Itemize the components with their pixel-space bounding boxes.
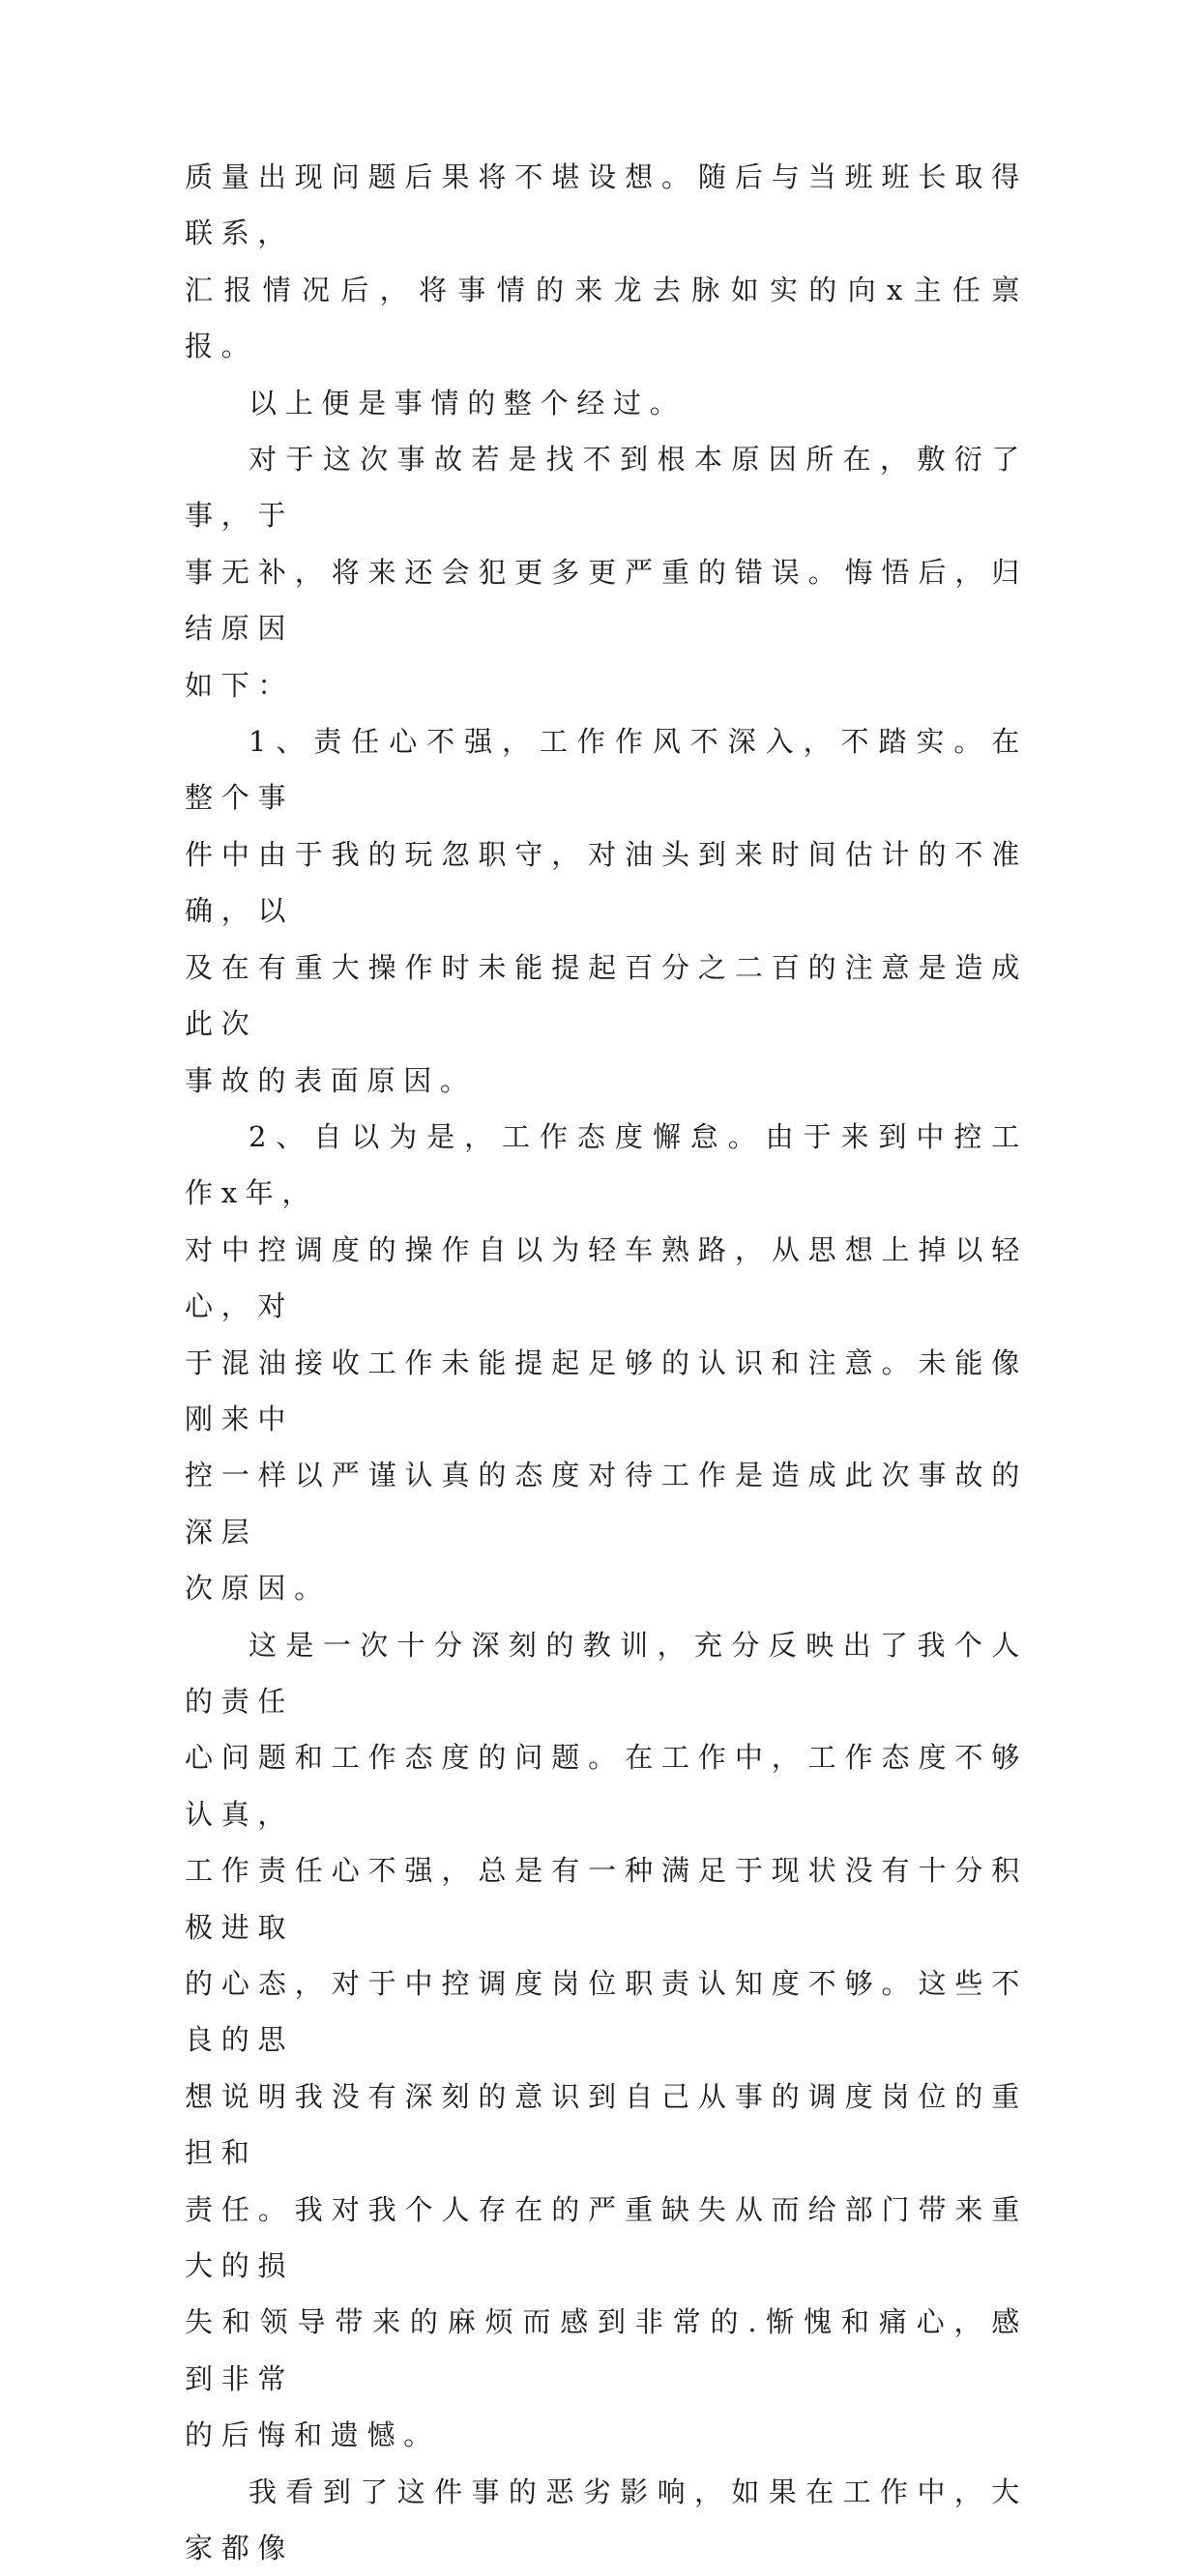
text-line: 控一样以严谨认真的态度对待工作是造成此次事故的深层 <box>185 1459 1028 1548</box>
text-line: 想说明我没有深刻的意识到自己从事的调度岗位的重担和 <box>185 2079 1028 2170</box>
paragraph-reason-1 <box>185 713 1028 1109</box>
text-line: 以上便是事情的整个经过。 <box>249 386 687 420</box>
text-line: 的后悔和遗憾。 <box>185 2418 440 2452</box>
text-line: 事故的表面原因。 <box>185 1063 477 1097</box>
text-line: 我看到了这件事的恶劣影响，如果在工作中，大家都像 <box>185 2475 1028 2565</box>
text-line: 这是一次十分深刻的教训，充分反映出了我个人的责任 <box>185 1628 1028 1718</box>
paragraph-continuation <box>185 149 1028 375</box>
text-line: 2、自以为是，工作态度懈怠。由于来到中控工作x年， <box>185 1119 1028 1210</box>
paragraph-root-cause-intro <box>185 431 1028 713</box>
text-line: 失和领导带来的麻烦而感到非常的.惭愧和痛心，感到非常 <box>185 2305 1028 2395</box>
text-line: 心问题和工作态度的问题。在工作中，工作态度不够认真， <box>185 1741 1028 1831</box>
document-body <box>185 149 1028 2576</box>
paragraph-impact <box>185 2464 1028 2576</box>
paragraph-reason-2 <box>185 1109 1028 1617</box>
text-line: 如下： <box>185 668 295 702</box>
text-line: 对中控调度的操作自以为轻车熟路，从思想上掉以轻心，对 <box>185 1232 1028 1323</box>
text-line: 次原因。 <box>185 1572 331 1606</box>
text-line: 事无补，将来还会犯更多更严重的错误。悔悟后，归结原因 <box>185 555 1028 646</box>
text-line: 于混油接收工作未能提起足够的认识和注意。未能像刚来中 <box>185 1346 1028 1435</box>
text-line: 1、责任心不强，工作作风不深入，不踏实。在整个事 <box>185 725 1028 815</box>
text-line: 责任。我对我个人存在的严重缺失从而给部门带来重大的损 <box>185 2192 1028 2283</box>
text-line: 工作责任心不强，总是有一种满足于现状没有十分积极进取 <box>185 1854 1028 1944</box>
paragraph-summary <box>185 375 1028 431</box>
text-line: 汇报情况后，将事情的来龙去脉如实的向x主任禀报。 <box>185 273 1028 363</box>
text-line: 质量出现问题后果将不堪设想。随后与当班班长取得联系， <box>185 160 1028 250</box>
text-line: 对于这次事故若是找不到根本原因所在，敷衍了事，于 <box>185 443 1028 533</box>
text-line: 件中由于我的玩忽职守，对油头到来时间估计的不准确，以 <box>185 837 1028 928</box>
paragraph-lesson <box>185 1617 1028 2464</box>
text-line: 及在有重大操作时未能提起百分之二百的注意是造成此次 <box>185 950 1028 1041</box>
text-line: 的心态，对于中控调度岗位职责认知度不够。这些不良的思 <box>185 1967 1028 2057</box>
